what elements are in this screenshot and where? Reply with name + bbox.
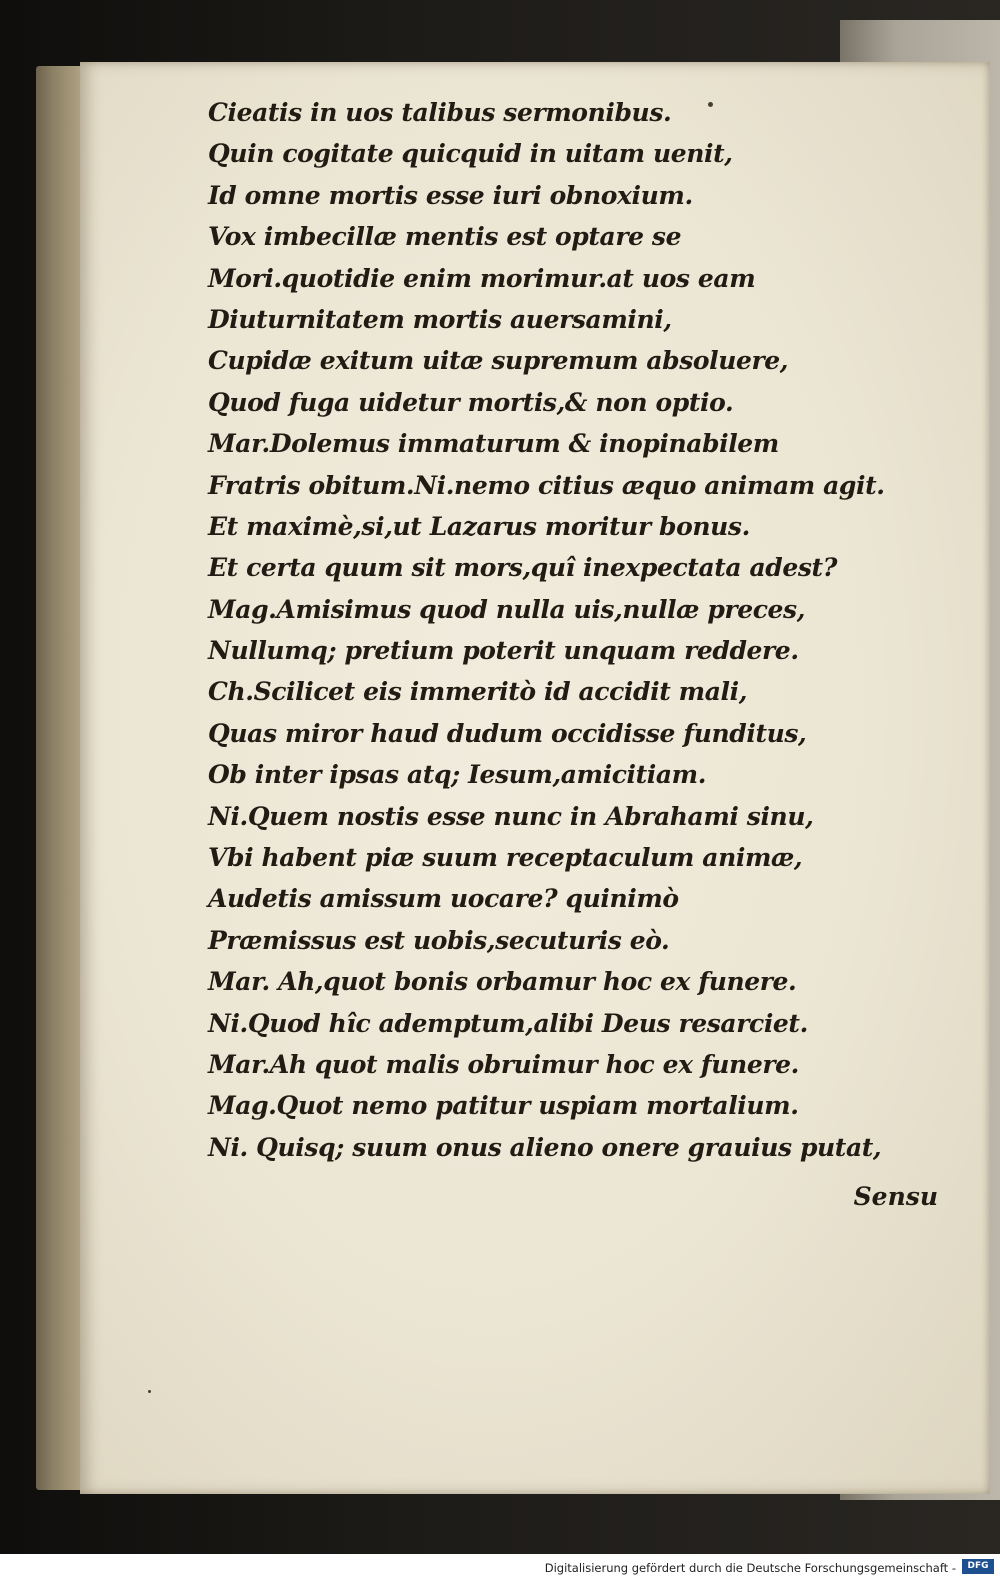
text-line: Id omne mortis esse iuri obnoxium. xyxy=(208,180,693,210)
dfg-logo-icon[interactable]: DFG xyxy=(962,1559,994,1574)
text-line: Ni. Quisq; suum onus alieno onere grauius putat, xyxy=(208,1132,882,1162)
digitization-footer xyxy=(0,1554,1000,1578)
book-binding-edge xyxy=(36,66,86,1490)
text-line: Audetis amissum uocare? quinimò xyxy=(208,884,679,914)
text-line: Ni.Quod hîc ademptum,alibi Deus resarciet. xyxy=(208,1008,808,1038)
text-line: Quin cogitate quicquid in uitam uenit, xyxy=(208,139,733,169)
text-line: Mori.quotidie enim morimur.at uos eam xyxy=(208,263,756,293)
text-line: Cieatis in uos talibus sermonibus. xyxy=(208,98,672,127)
text-line: Mar.Dolemus immaturum & inopinabilem xyxy=(208,429,779,459)
text-line: Ob inter ipsas atq; Iesum,amicitiam. xyxy=(208,760,707,790)
text-line: Ch.Scilicet eis immeritò id accidit mali, xyxy=(208,677,748,707)
text-line: Vbi habent piæ suum receptaculum animæ, xyxy=(208,843,803,873)
text-line: Mag.Quot nemo patitur uspiam mortalium. xyxy=(208,1091,799,1121)
text-line: Mar. Ah,quot bonis orbamur hoc ex funere. xyxy=(208,967,797,997)
text-line: Nullumq; pretium poterit unquam reddere. xyxy=(208,636,799,666)
text-line: Quod fuga uidetur mortis,& non optio. xyxy=(208,387,734,417)
text-line: Præmissus est uobis,secuturis eò. xyxy=(208,925,670,955)
text-line: Mag.Amisimus quod nulla uis,nullæ preces, xyxy=(208,594,806,624)
text-line: Et certa quum sit mors,quî inexpectata adest? xyxy=(208,553,837,583)
text-line: Fratris obitum.Ni.nemo citius æquo animam agit. xyxy=(208,470,885,500)
text-line: Diuturnitatem mortis auersamini, xyxy=(208,304,672,334)
text-line: Cupidæ exitum uitæ supremum absoluere, xyxy=(208,346,789,376)
text-line: Ni.Quem nostis esse nunc in Abrahami sinu, xyxy=(208,801,814,831)
text-body xyxy=(208,92,888,1168)
ink-speck xyxy=(148,1390,151,1393)
text-line: Vox imbecillæ mentis est optare se xyxy=(208,222,682,252)
text-line: Quas miror haud dudum occidisse funditus, xyxy=(208,718,807,748)
text-line: Mar.Ah quot malis obruimur hoc ex funere. xyxy=(208,1049,799,1079)
footer-credit-text: Digitalisierung gefördert durch die Deutsche Forschungsgemeinschaft - xyxy=(544,1561,956,1575)
catchword: Sensu xyxy=(853,1182,938,1211)
text-line: Et maximè,si,ut Lazarus moritur bonus. xyxy=(208,511,750,541)
